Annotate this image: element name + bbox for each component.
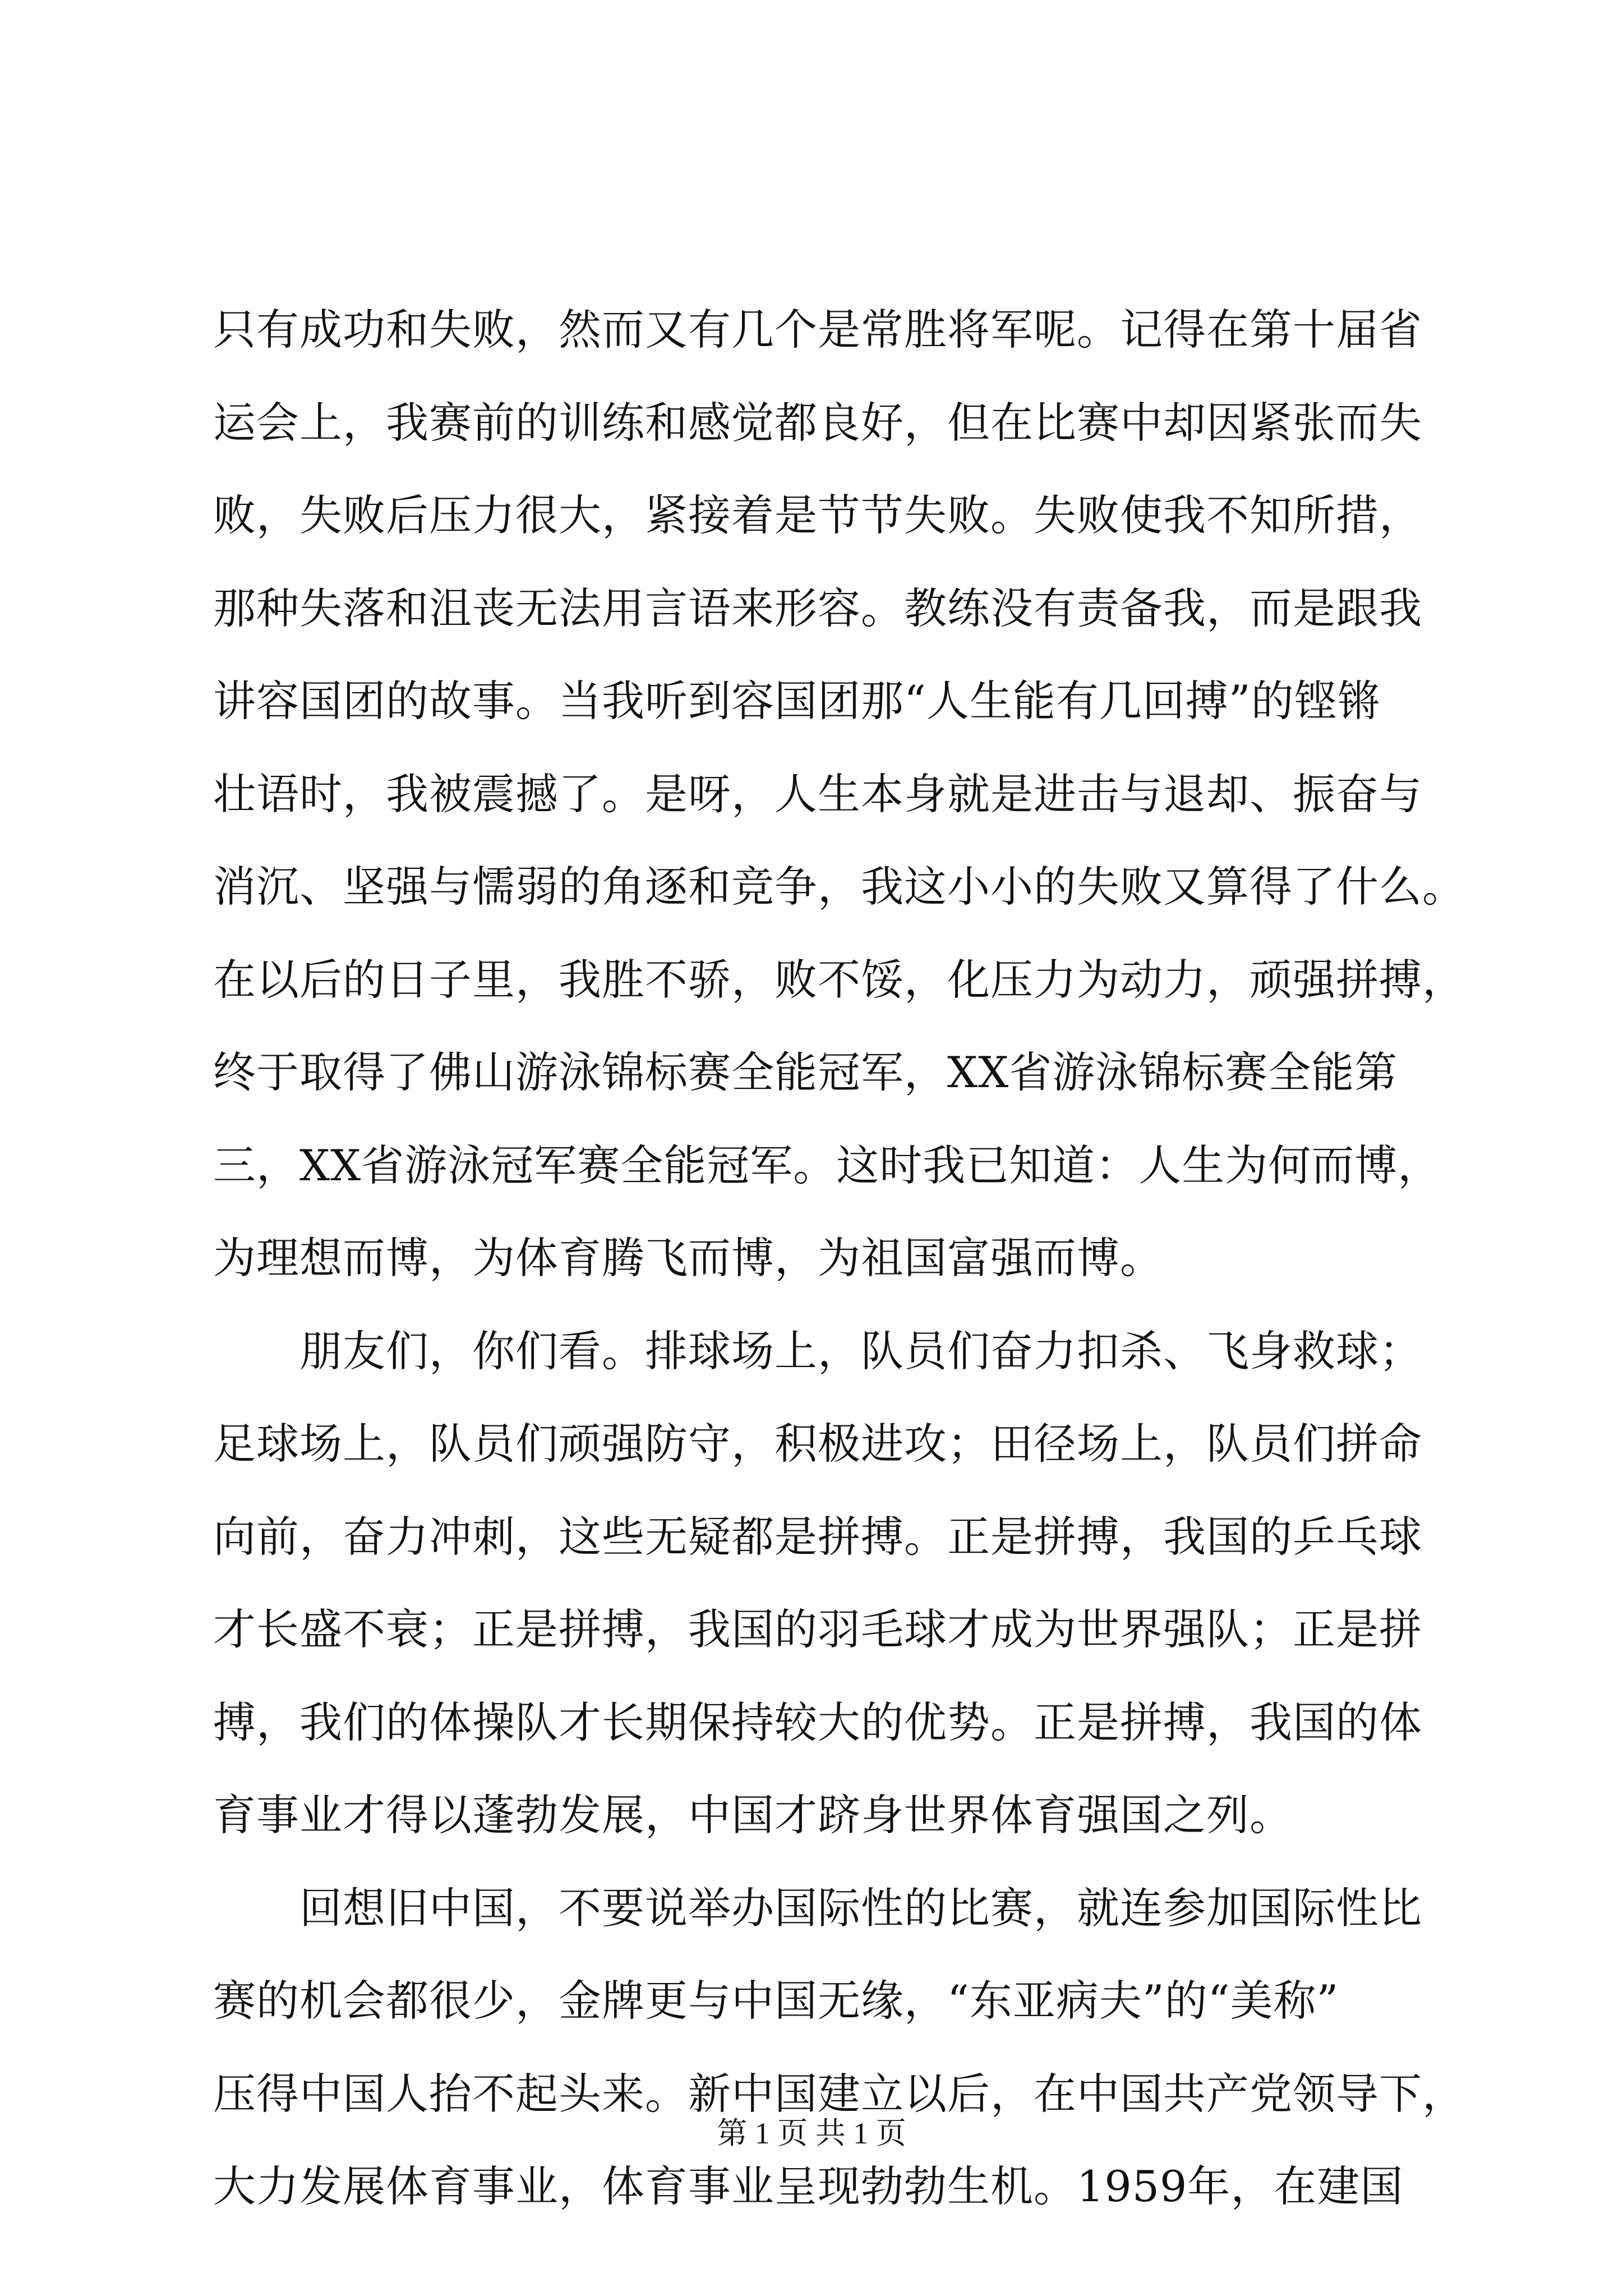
text-line: 才长盛不衰；正是拼搏，我国的羽毛球才成为世界强队；正是拼 bbox=[213, 1604, 1422, 1654]
text-line: 三，XX省游泳冠军赛全能冠军。这时我已知道：人生为何而博， bbox=[213, 1140, 1441, 1190]
text-line: 大力发展体育事业，体育事业呈现勃勃生机。1959年，在建国 bbox=[213, 2161, 1404, 2211]
text-line: 回想旧中国，不要说举办国际性的比赛，就连参加国际性比 bbox=[213, 1883, 1422, 1933]
text-line: 壮语时，我被震撼了。是呀，人生本身就是进击与退却、振奋与 bbox=[213, 769, 1422, 819]
text-line: 败，失败后压力很大，紧接着是节节失败。失败使我不知所措， bbox=[213, 490, 1422, 540]
text-line: 朋友们，你们看。排球场上，队员们奋力扣杀、飞身救球； bbox=[213, 1326, 1422, 1376]
text-line: 足球场上，队员们顽强防守，积极进攻；田径场上，队员们拼命 bbox=[213, 1419, 1422, 1469]
text-line: 育事业才得以蓬勃发展，中国才跻身世界体育强国之列。 bbox=[213, 1790, 1293, 1840]
text-line: 运会上，我赛前的训练和感觉都良好，但在比赛中却因紧张而失 bbox=[213, 397, 1422, 448]
body-text bbox=[213, 283, 1465, 2233]
text-line: 那种失落和沮丧无法用言语来形容。教练没有责备我，而是跟我 bbox=[213, 583, 1422, 633]
text-line: 压得中国人抬不起头来。新中国建立以后，在中国共产党领导下， bbox=[213, 2068, 1465, 2119]
text-line: 消沉、坚强与懦弱的角逐和竞争，我这小小的失败又算得了什么。 bbox=[213, 862, 1465, 912]
text-line: 赛的机会都很少，金牌更与中国无缘，“东亚病夫”的“美称” bbox=[213, 1976, 1339, 2026]
text-line: 讲容国团的故事。当我听到容国团那“人生能有几回搏”的铿锵 bbox=[213, 676, 1381, 726]
page-number-footer: 第 1 页 共 1 页 bbox=[717, 2116, 906, 2150]
text-line: 为理想而博，为体育腾飞而博，为祖国富强而博。 bbox=[213, 1233, 1163, 1283]
text-line: 在以后的日子里，我胜不骄，败不馁，化压力为动力，顽强拼搏， bbox=[213, 954, 1465, 1005]
text-line: 只有成功和失败，然而又有几个是常胜将军呢。记得在第十届省 bbox=[213, 305, 1422, 355]
text-line: 搏，我们的体操队才长期保持较大的优势。正是拼搏，我国的体 bbox=[213, 1697, 1422, 1747]
text-line: 向前，奋力冲刺，这些无疑都是拼搏。正是拼搏，我国的乒乓球 bbox=[213, 1511, 1422, 1562]
text-line: 终于取得了佛山游泳锦标赛全能冠军，XX省游泳锦标赛全能第 bbox=[213, 1047, 1398, 1097]
